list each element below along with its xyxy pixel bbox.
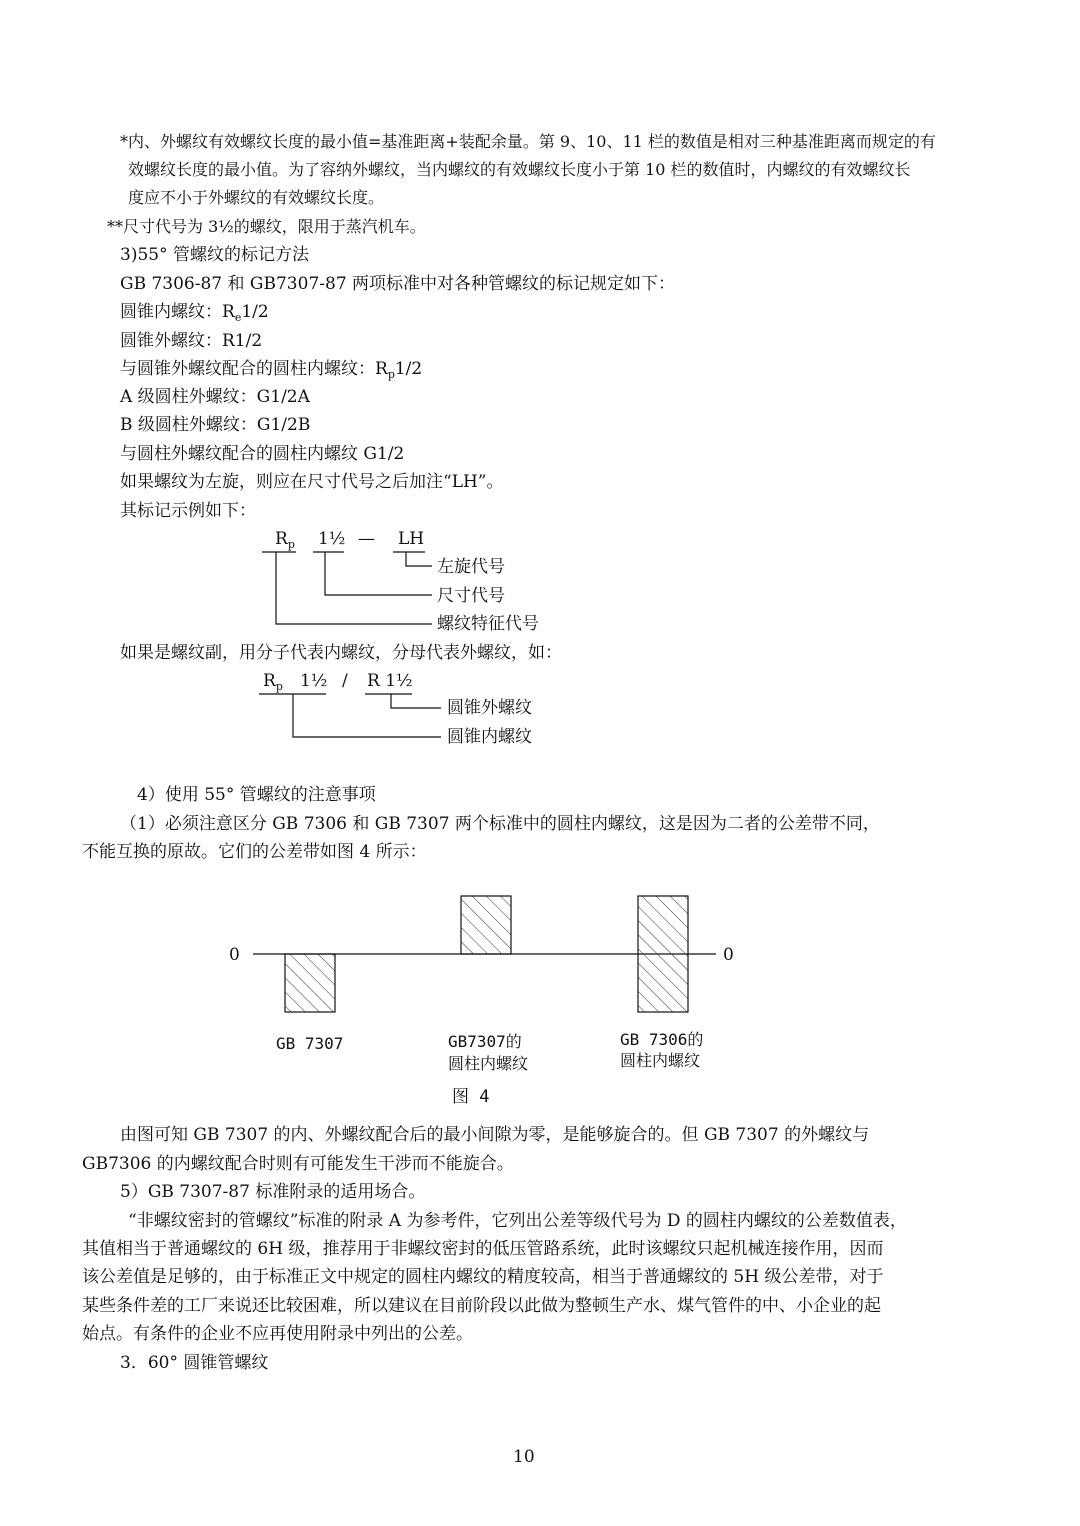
- zero-label-right: 0: [723, 945, 734, 965]
- diagram-1-size: 1½: [318, 529, 346, 549]
- diagram-1-lh: LH: [398, 529, 425, 549]
- diagram-1-code: $R_p$: [275, 529, 295, 551]
- diagram-2-size: 1½: [300, 671, 328, 691]
- section-4-p1-line-1: （1）必须注意区分 GB 7306 和 GB 7307 两个标准中的圆柱内螺纹，这是因为二者的公差带不同，: [120, 814, 880, 834]
- zone-label-gb7307-internal-2: 圆柱内螺纹: [448, 1054, 529, 1073]
- after-fig-line-2: GB7306 的内螺纹配合时则有可能发生干涉而不能旋合。: [82, 1154, 514, 1174]
- page-number: 10: [513, 1447, 535, 1467]
- zone-label-gb7306-internal-1: GB 7306的: [620, 1030, 704, 1049]
- mark-taper-internal: 圆锥内螺纹：$R_e1/2$: [120, 302, 269, 324]
- example-intro: 其标记示例如下：: [120, 501, 256, 521]
- tolerance-zone-2: [461, 896, 511, 954]
- note-2: **尺寸代号为 3½的螺纹，限用于蒸汽机车。: [107, 217, 426, 236]
- section-6-heading: 3．60° 圆锥管螺纹: [120, 1353, 269, 1373]
- diagram-2-denominator: R 1½: [367, 671, 413, 691]
- diagram-1-label-size: 尺寸代号: [437, 586, 505, 606]
- section-3-intro: GB 7306-87 和 GB7307-87 两项标准中对各种管螺纹的标记规定如下：: [120, 274, 676, 294]
- zone-label-gb7307: GB 7307: [276, 1034, 344, 1053]
- diagram-2-label-inner: 圆锥内螺纹: [447, 727, 532, 747]
- section-5-line-2: 其值相当于普通螺纹的 6H 级，推荐用于非螺纹密封的低压管路系统，此时该螺纹只起机械连接作用，因而: [82, 1239, 884, 1259]
- diagram-2-leaders: [259, 694, 441, 737]
- note-1-line-3: 度应不小于外螺纹的有效螺纹长度。: [128, 188, 385, 207]
- diagram-2-label-outer: 圆锥外螺纹: [447, 698, 532, 718]
- diagram-2-slash: /: [342, 671, 348, 691]
- mark-parallel-pair: 与圆柱外螺纹配合的圆柱内螺纹 G1/2: [120, 444, 405, 464]
- zone-label-gb7306-internal-2: 圆柱内螺纹: [620, 1051, 701, 1070]
- zero-label-left: 0: [229, 945, 240, 965]
- diagram-1-label-feature: 螺纹特征代号: [437, 614, 539, 634]
- section-4-p1-line-2: 不能互换的原故。它们的公差带如图 4 所示：: [82, 842, 427, 862]
- section-5-line-5: 始点。有条件的企业不应再使用附录中列出的公差。: [82, 1324, 473, 1344]
- pair-intro: 如果是螺纹副，用分子代表内螺纹，分母代表外螺纹，如：: [120, 643, 562, 663]
- mark-taper-external: 圆锥外螺纹：R1/2: [120, 331, 263, 351]
- diagram-1-dash: —: [358, 529, 375, 549]
- mark-class-a: A 级圆柱外螺纹：G1/2A: [120, 387, 310, 407]
- section-5-line-3: 该公差值是足够的，由于标准正文中规定的圆柱内螺纹的精度较高，相当于普通螺纹的 5H 级公差带，对于: [82, 1267, 884, 1287]
- note-1-line-2: 效螺纹长度的最小值。为了容纳外螺纹，当内螺纹的有效螺纹长度小于第 10 栏的数值时，内螺纹的有效螺纹长: [128, 160, 911, 179]
- section-4-heading: 4）使用 55° 管螺纹的注意事项: [137, 785, 376, 805]
- left-hand-note: 如果螺纹为左旋，则应在尺寸代号之后加注“LH”。: [120, 472, 504, 492]
- tolerance-zone-3: [638, 896, 688, 1012]
- diagram-1-leaders: [262, 552, 432, 624]
- section-3-heading: 3)55° 管螺纹的标记方法: [120, 245, 309, 265]
- section-5-heading: 5）GB 7307-87 标准附录的适用场合。: [120, 1182, 426, 1202]
- diagram-1-label-left-hand: 左旋代号: [437, 557, 505, 577]
- mark-class-b: B 级圆柱外螺纹：G1/2B: [120, 415, 311, 435]
- diagram-2-code: $R_p$: [263, 671, 283, 693]
- note-1-line-1: *内、外螺纹有效螺纹长度的最小值=基准距离+装配余量。第 9、10、11 栏的数值是相对三种基准距离而规定的有: [120, 132, 936, 151]
- after-fig-line-1: 由图可知 GB 7307 的内、外螺纹配合后的最小间隙为零，是能够旋合的。但 GB 7307 的外螺纹与: [120, 1125, 870, 1145]
- mark-parallel-internal: 与圆锥外螺纹配合的圆柱内螺纹：$R_p1/2$: [120, 359, 423, 381]
- tolerance-zone-1: [285, 954, 335, 1012]
- section-5-line-1: “非螺纹密封的管螺纹”标准的附录 A 为参考件，它列出公差等级代号为 D 的圆柱内螺纹的公差数值表，: [128, 1211, 907, 1231]
- zone-label-gb7307-internal-1: GB7307的: [448, 1032, 522, 1051]
- figure-caption: 图 4: [452, 1087, 490, 1107]
- section-5-line-4: 某些条件差的工厂来说还比较困难，所以建议在目前阶段以此做为整顿生产水、煤气管件的中、小企业的起: [82, 1296, 881, 1316]
